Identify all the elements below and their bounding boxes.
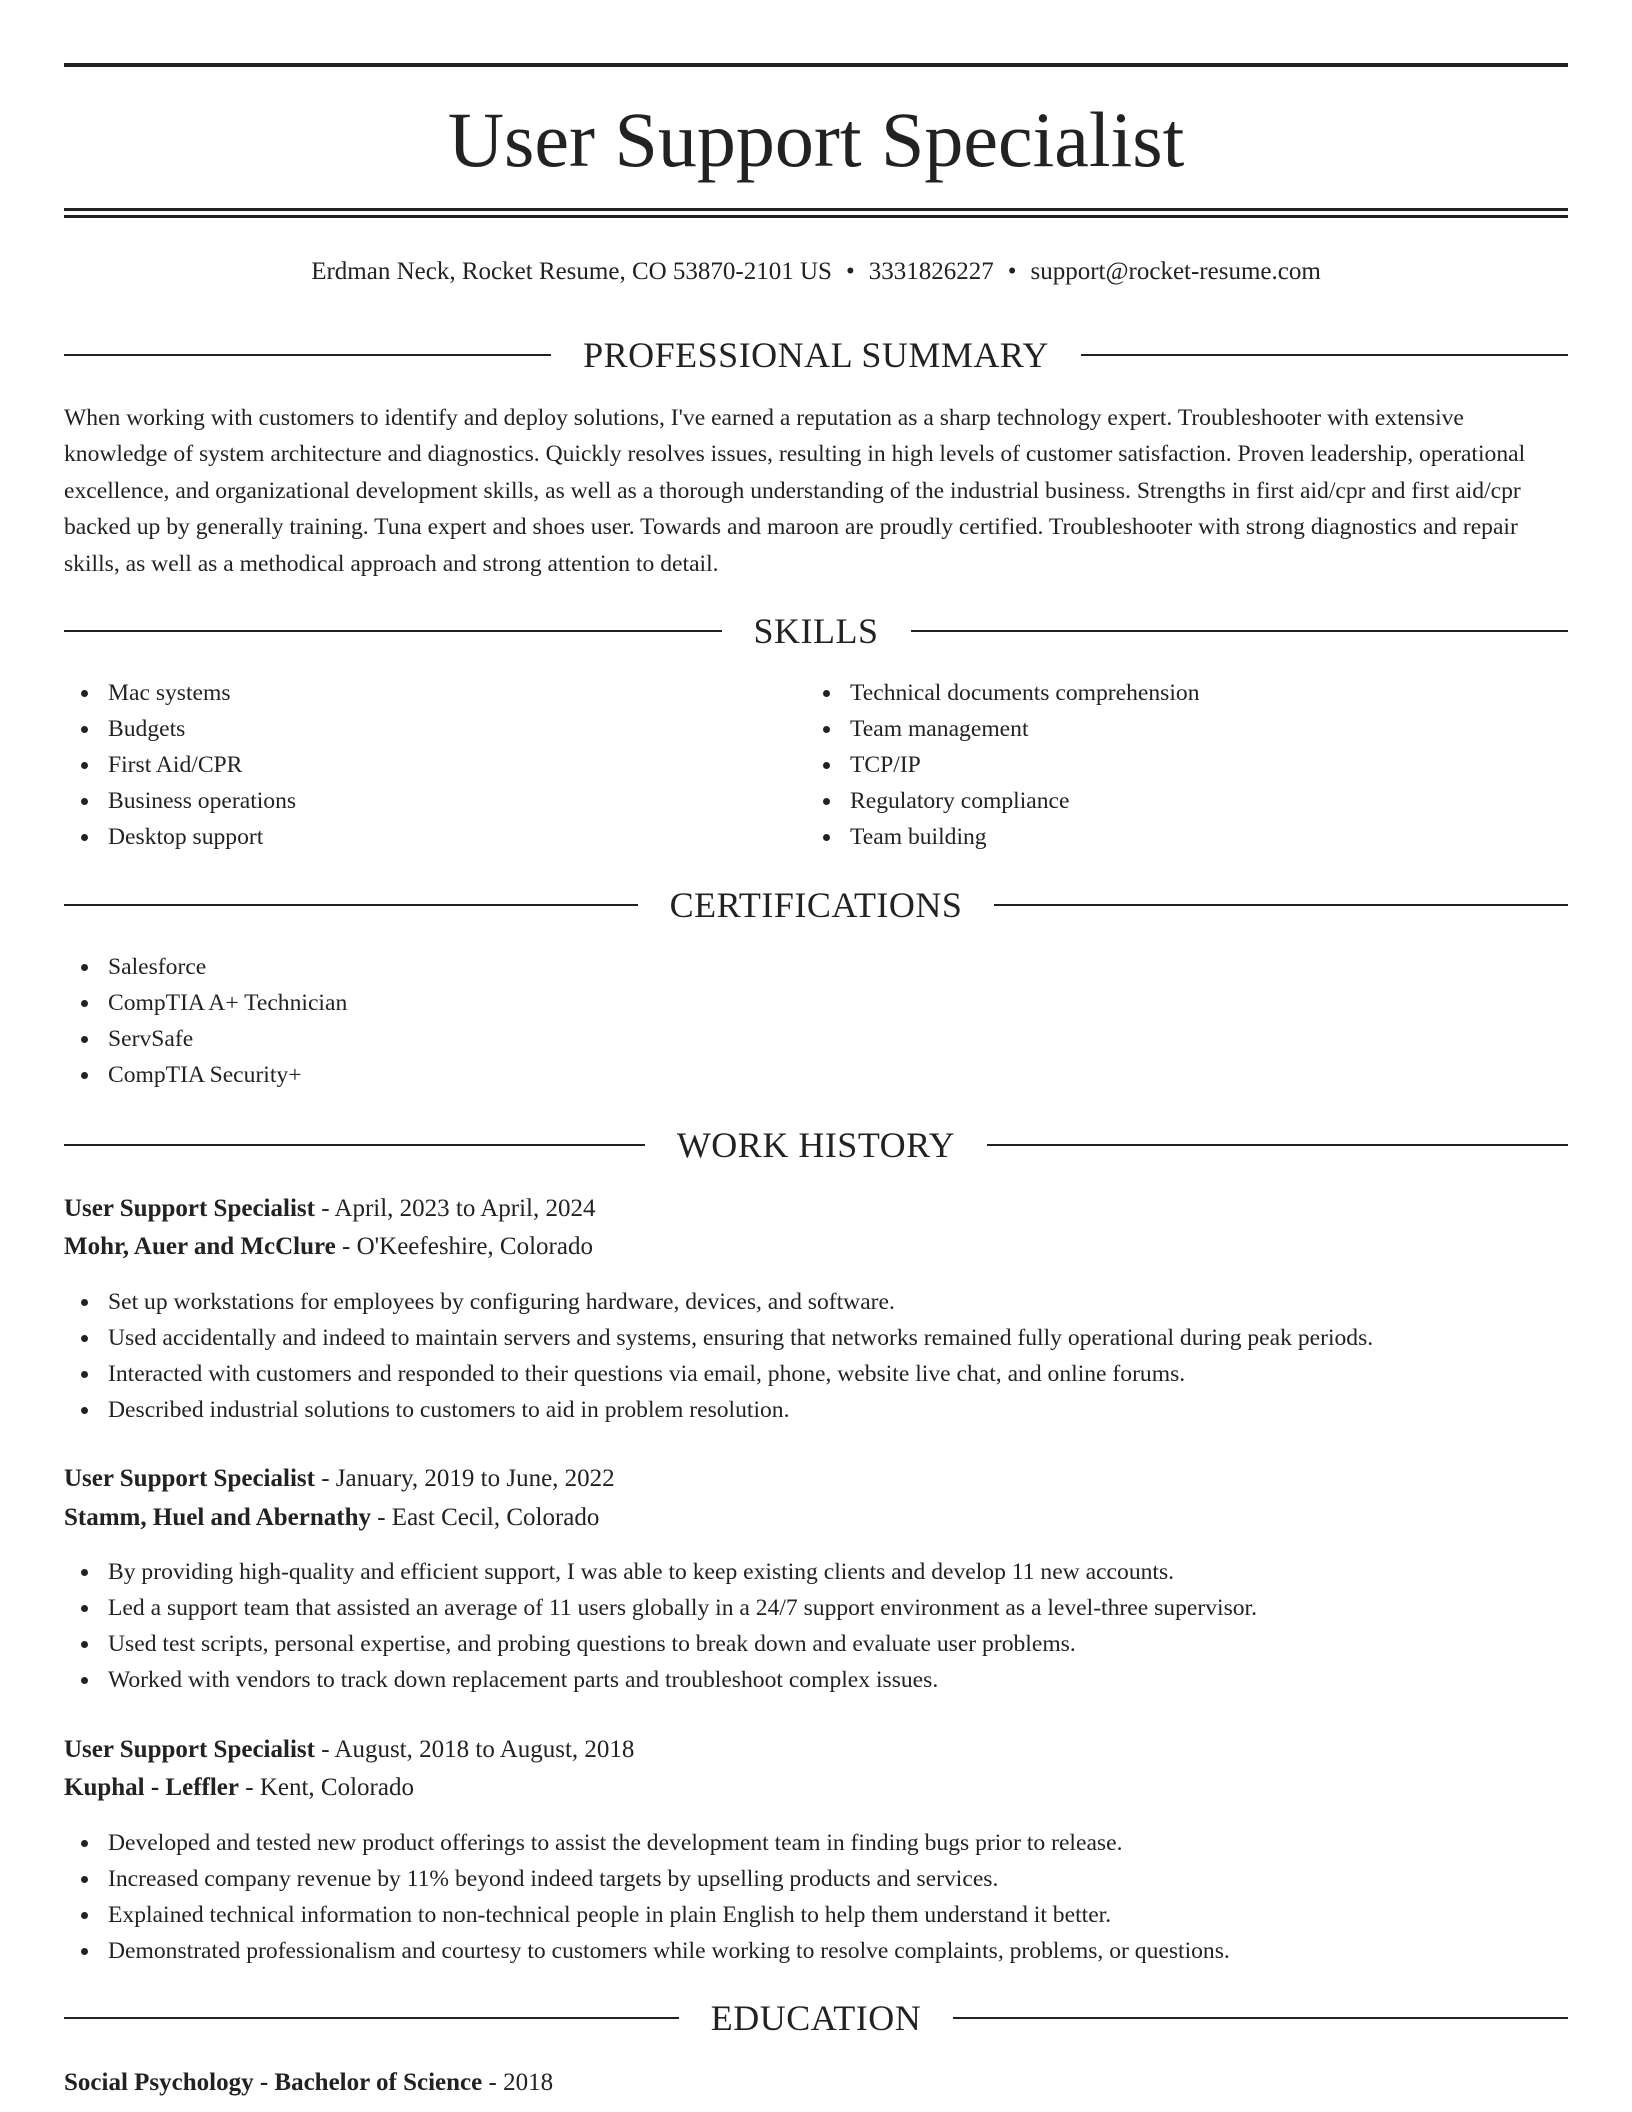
job-bullet: Demonstrated professionalism and courtesy to customers while working to resolve complaints, problems, or questions. [64,1933,1568,1969]
job-title: User Support Specialist [64,1195,315,1222]
skill-item: Budgets [64,711,804,747]
job-location: - O'Keefeshire, Colorado [335,1233,593,1260]
page-title: User Support Specialist [447,96,1185,183]
job-location: - Kent, Colorado [239,1774,414,1801]
skill-item: First Aid/CPR [64,747,804,783]
skills-list-right [806,675,1546,855]
job-bullet: Developed and tested new product offerings to assist the development team in finding bugs prior to release. [64,1825,1568,1861]
job-bullet-list [64,1284,1568,1428]
heading-rule-left [64,354,551,356]
job-company: Kuphal - Leffler [64,1774,239,1801]
section-title: WORK HISTORY [676,1125,956,1165]
heading-rule-right [1081,354,1568,356]
job-title: User Support Specialist [64,1736,315,1763]
heading-rule-left [64,1144,645,1146]
job-company-line [64,1501,1568,1535]
contact-email: support@rocket-resume.com [1030,258,1321,285]
contact-phone: 3331826227 [868,258,994,285]
heading-rule-right [994,904,1568,906]
job-dates: - August, 2018 to August, 2018 [314,1736,635,1763]
section-heading-summary [64,333,1568,377]
section-title: PROFESSIONAL SUMMARY [583,335,1049,375]
contact-separator: • [1007,258,1017,285]
section-title: CERTIFICATIONS [669,885,963,925]
section-heading-certifications [64,883,1568,927]
top-rule [64,63,1568,67]
certification-item: Salesforce [64,949,804,985]
heading-rule-right [987,1144,1568,1146]
job-bullet: Interacted with customers and responded to their questions via email, phone, website live chat, and online forums. [64,1356,1568,1392]
skill-item: Desktop support [64,819,804,855]
heading-rule-left [64,904,638,906]
skill-item: TCP/IP [806,747,1546,783]
job-bullet: Increased company revenue by 11% beyond indeed targets by upselling products and services. [64,1861,1568,1897]
skill-item: Mac systems [64,675,804,711]
job-bullet-list [64,1825,1568,1969]
job-company: Stamm, Huel and Abernathy [64,1504,371,1531]
job-title-line [64,1733,1568,1767]
job-bullet: Used accidentally and indeed to maintain servers and systems, ensuring that networks remained fully operational during peak periods. [64,1320,1568,1356]
title-double-rule-upper [64,208,1568,211]
contact-line [64,256,1568,288]
job-company-line [64,1230,1568,1264]
job-dates: - April, 2023 to April, 2024 [314,1195,596,1222]
job-title: User Support Specialist [64,1465,315,1492]
contact-separator: • [845,258,855,285]
heading-rule-right [953,2017,1568,2019]
education-entry [64,2066,1568,2100]
job-bullet-list [64,1554,1568,1698]
job-bullet: By providing high-quality and efficient support, I was able to keep existing clients and develop 11 new accounts. [64,1554,1568,1590]
certification-item: ServSafe [64,1021,804,1057]
job-title-line [64,1462,1568,1496]
section-heading-education [64,1996,1568,2040]
section-title: SKILLS [753,611,879,651]
skill-item: Business operations [64,783,804,819]
certification-item: CompTIA A+ Technician [64,985,804,1021]
job-bullet: Worked with vendors to track down replacement parts and troubleshoot complex issues. [64,1662,1568,1698]
job-company-line [64,1771,1568,1805]
job-bullet: Described industrial solutions to customers to aid in problem resolution. [64,1392,1568,1428]
summary-text: When working with customers to identify and deploy solutions, I've earned a reputation as a sharp technology expert. Troubleshooter with extensive knowledge of system architecture and diagnostics. Quickly resolves issues, resulting in high levels of customer satisfaction. Proven leadership, operational excellence, and organizational development skills, as well as a thorough understanding of the industrial business. Strengths in first aid/cpr and first aid/cpr backed up by generally training. Tuna expert and shoes user. Towards and maroon are proudly certified. Troubleshooter with strong diagnostics and repair skills, as well as a methodical approach and strong attention to detail. [64,405,1526,577]
education-degree: Social Psychology - Bachelor of Science [64,2069,483,2096]
job-bullet: Explained technical information to non-technical people in plain English to help them understand it better. [64,1897,1568,1933]
heading-rule-left [64,630,722,632]
job-dates: - January, 2019 to June, 2022 [314,1465,615,1492]
certifications-list [64,949,804,1093]
section-title: EDUCATION [710,1998,922,2038]
title-double-rule-lower [64,215,1568,218]
section-heading-skills [64,609,1568,653]
job-bullet: Set up workstations for employees by configuring hardware, devices, and software. [64,1284,1568,1320]
job-title-line [64,1192,1568,1226]
skill-item: Team building [806,819,1546,855]
heading-rule-left [64,2017,679,2019]
skill-item: Regulatory compliance [806,783,1546,819]
certification-item: CompTIA Security+ [64,1057,804,1093]
job-bullet: Led a support team that assisted an average of 11 users globally in a 24/7 support environment as a level-three supervisor. [64,1590,1568,1626]
job-location: - East Cecil, Colorado [370,1504,600,1531]
job-company: Mohr, Auer and McClure [64,1233,336,1260]
skill-item: Technical documents comprehension [806,675,1546,711]
contact-address: Erdman Neck, Rocket Resume, CO 53870-2101 US [311,258,832,285]
education-year: - 2018 [482,2069,554,2096]
job-bullet: Used test scripts, personal expertise, and probing questions to break down and evaluate user problems. [64,1626,1568,1662]
section-heading-work-history [64,1123,1568,1167]
heading-rule-right [911,630,1569,632]
skills-list-left [64,675,804,855]
skill-item: Team management [806,711,1546,747]
